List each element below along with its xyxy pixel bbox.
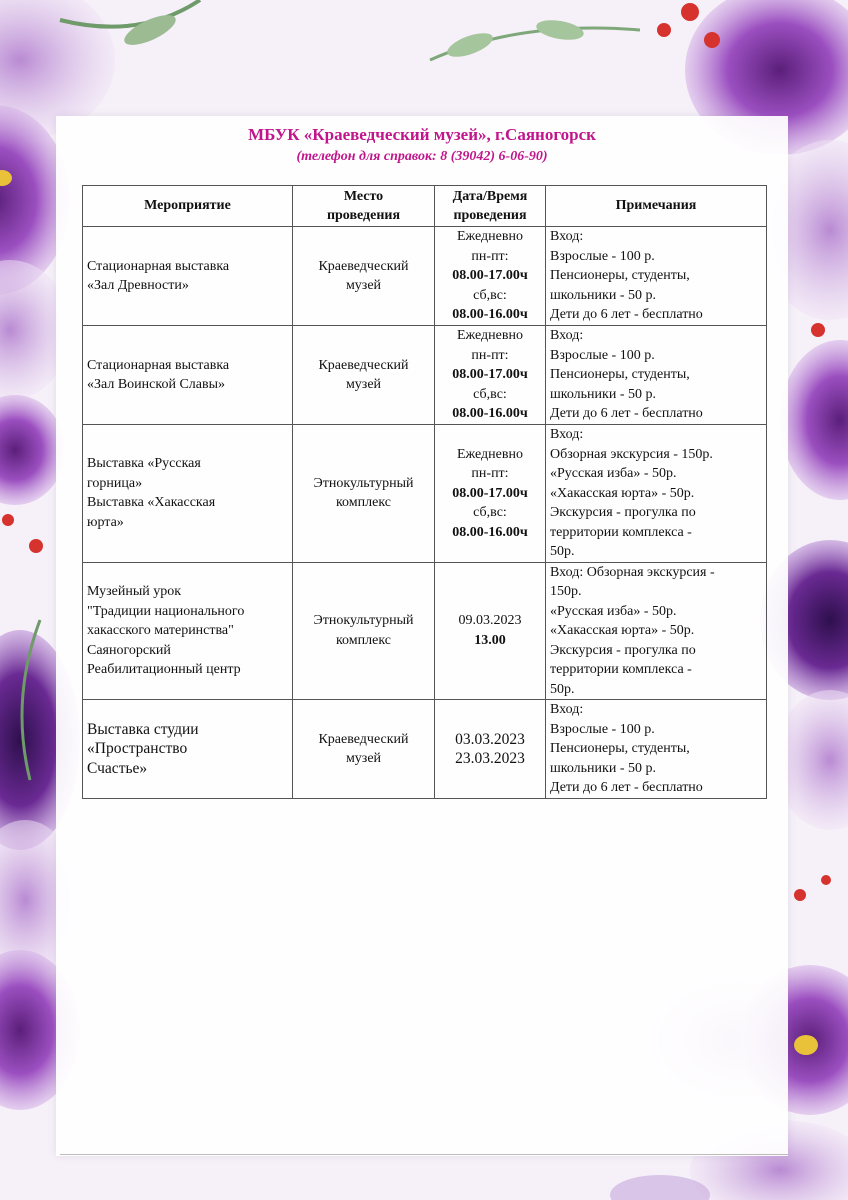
bottom-divider [60,1154,788,1155]
column-header-notes: Примечания [546,186,767,227]
table-row [83,326,767,425]
date-cell: Ежедневно пн-пт: 08.00-17.00ч сб,вс: 08.00-16.00ч [435,425,546,563]
table-row [83,562,767,700]
column-header-event: Мероприятие [83,186,293,227]
place-cell: Краеведческий музей [293,700,435,799]
place-cell: Краеведческий музей [293,326,435,425]
table-row [83,700,767,799]
column-header-date: Дата/Время проведения [435,186,546,227]
events-table [82,185,767,799]
date-cell: 09.03.2023 13.00 [435,562,546,700]
table-row [83,227,767,326]
event-cell: Выставка «Русская горница» Выставка «Хакасская юрта» [83,425,293,563]
notes-cell: Вход: Взрослые - 100 р. Пенсионеры, студенты, школьники - 50 р. Дети до 6 лет - бесплатно [546,326,767,425]
table-header-row [83,186,767,227]
event-cell: Стационарная выставка «Зал Воинской Славы» [83,326,293,425]
page-subtitle-phone: (телефон для справок: 8 (39042) 6-06-90) [296,149,548,164]
event-cell: Музейный урок "Традиции национального хакасского материнства" Саяногорский Реабилитационный центр [83,562,293,700]
notes-cell: Вход: Взрослые - 100 р. Пенсионеры, студенты, школьники - 50 р. Дети до 6 лет - бесплатно [546,227,767,326]
table-row [83,425,767,563]
page-title: МБУК «Краеведческий музей», г.Саяногорск [248,125,596,144]
date-cell: Ежедневно пн-пт: 08.00-17.00ч сб,вс: 08.00-16.00ч [435,326,546,425]
place-cell: Этнокультурный комплекс [293,425,435,563]
event-cell: Выставка студии «Пространство Счастье» [83,700,293,799]
place-cell: Краеведческий музей [293,227,435,326]
notes-cell: Вход: Обзорная экскурсия - 150р. «Русская изба» - 50р. «Хакасская юрта» - 50р. Экскурсия - прогулка по территории комплекса - 50р. [546,425,767,563]
event-cell: Стационарная выставка «Зал Древности» [83,227,293,326]
date-cell: 03.03.2023 23.03.2023 [435,700,546,799]
date-cell: Ежедневно пн-пт: 08.00-17.00ч сб,вс: 08.00-16.00ч [435,227,546,326]
notes-cell: Вход: Обзорная экскурсия - 150р. «Русская изба» - 50р. «Хакасская юрта» - 50р. Экскурсия - прогулка по территории комплекса - 50р. [546,562,767,700]
place-cell: Этнокультурный комплекс [293,562,435,700]
notes-cell: Вход: Взрослые - 100 р. Пенсионеры, студенты, школьники - 50 р. Дети до 6 лет - бесплатно [546,700,767,799]
column-header-place: Место проведения [293,186,435,227]
